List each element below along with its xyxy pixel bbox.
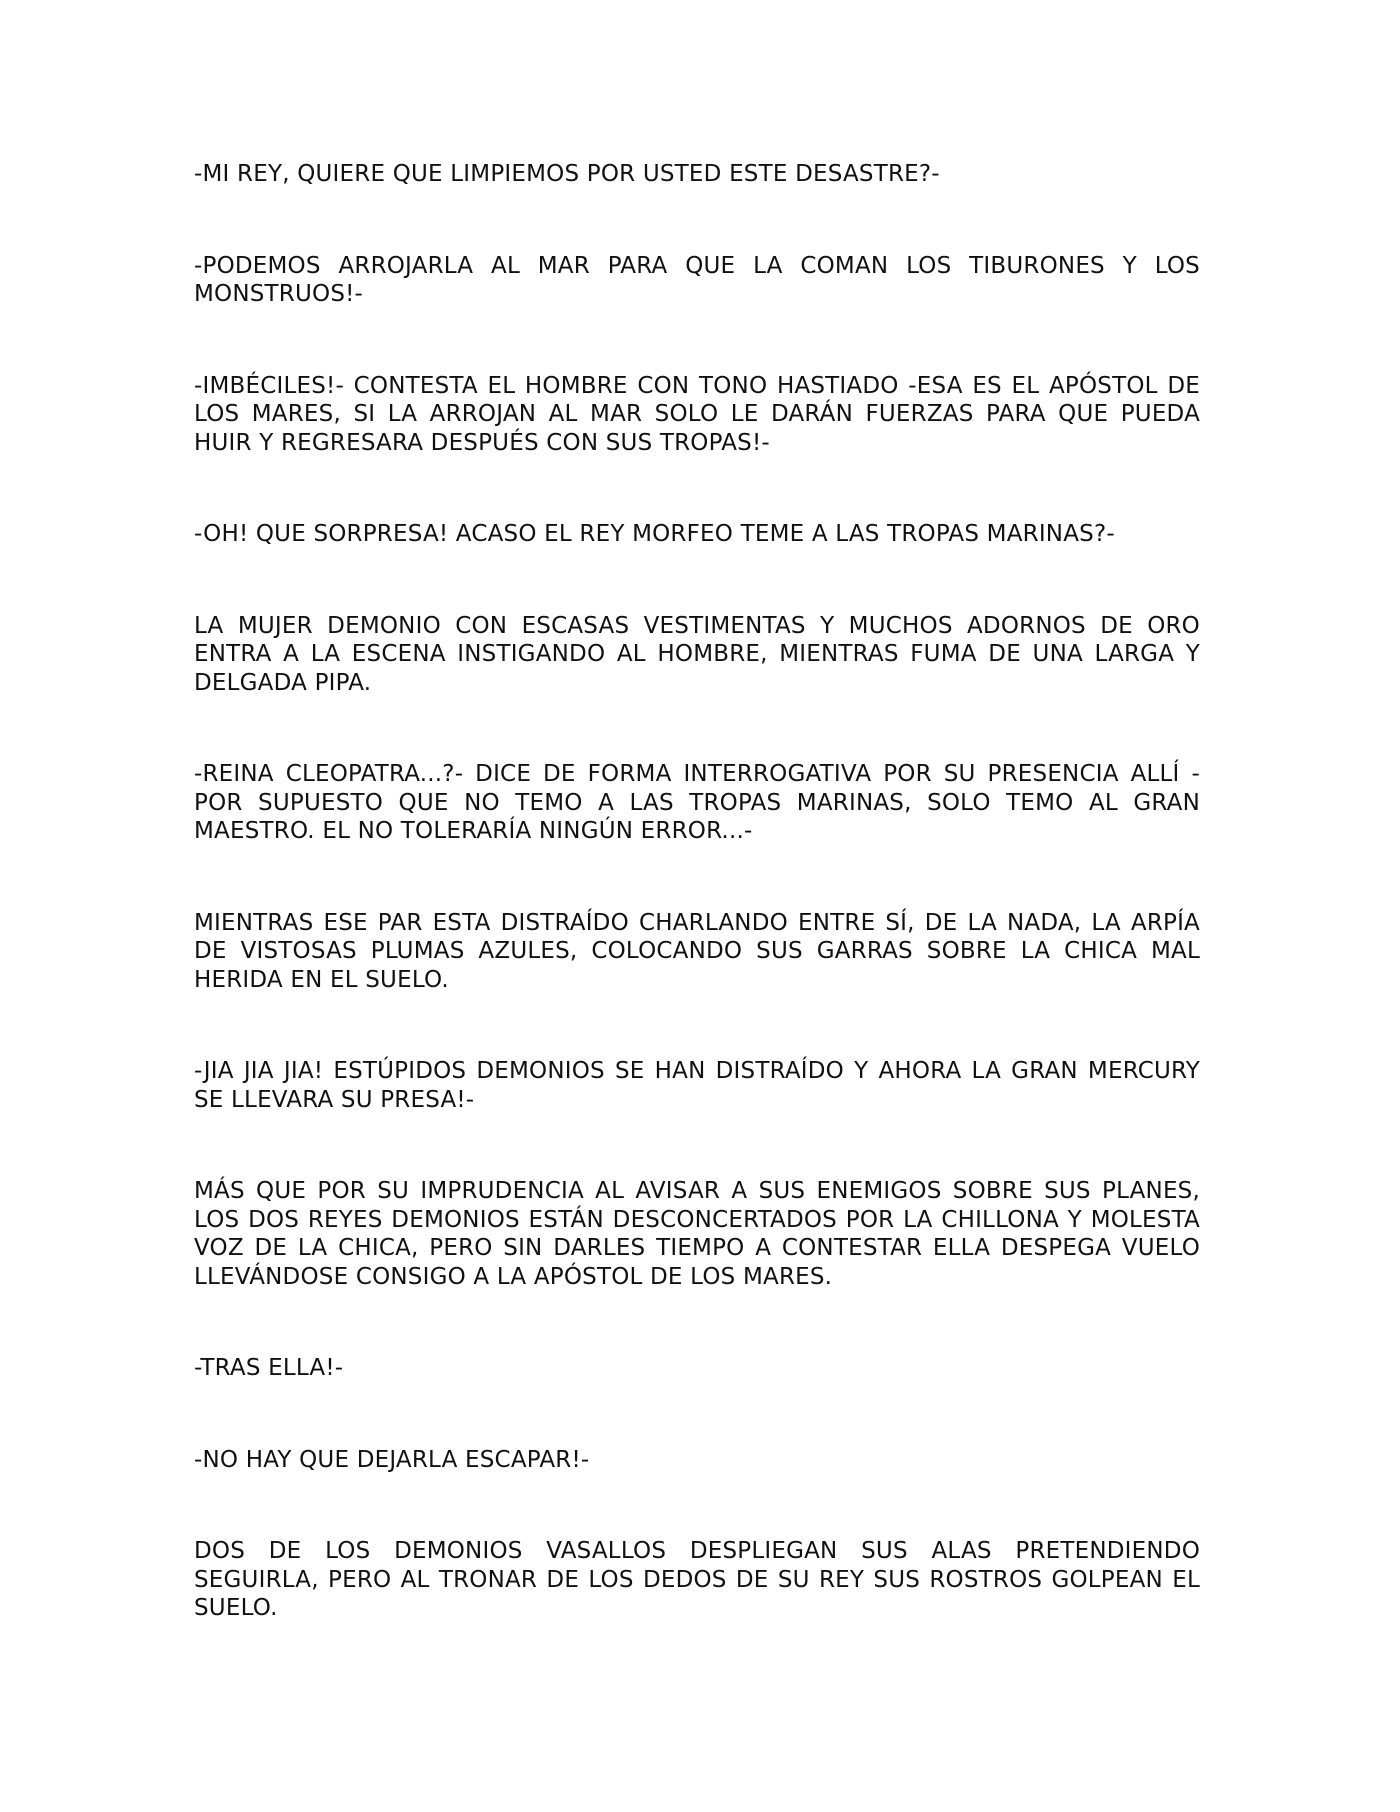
paragraph-1: -MI REY, QUIERE QUE LIMPIEMOS POR USTED ESTE DESASTRE?- [194, 161, 940, 187]
paragraph-10: -TRAS ELLA!- [194, 1355, 344, 1381]
paragraph-5: LA MUJER DEMONIO CON ESCASAS VESTIMENTAS Y MUCHOS ADORNOS DE ORO ENTRA A LA ESCENA INSTIGANDO AL HOMBRE, MIENTRAS FUMA DE UNA LARGA Y DELGADA PIPA. [194, 612, 1200, 696]
paragraph-3: -IMBÉCILES!- CONTESTA EL HOMBRE CON TONO HASTIADO -ESA ES EL APÓSTOL DE LOS MARES, SI LA ARROJAN AL MAR SOLO LE DARÁN FUERZAS PARA QUE PUEDA HUIR Y REGRESARA DESPUÉS CON SUS TROPAS!- [194, 372, 1200, 456]
paragraph-7: MIENTRAS ESE PAR ESTA DISTRAÍDO CHARLANDO ENTRE SÍ, DE LA NADA, LA ARPÍA DE VISTOSAS PLUMAS AZULES, COLOCANDO SUS GARRAS SOBRE LA CHICA MAL HERIDA EN EL SUELO. [194, 909, 1200, 993]
paragraph-9: MÁS QUE POR SU IMPRUDENCIA AL AVISAR A SUS ENEMIGOS SOBRE SUS PLANES, LOS DOS REYES DEMONIOS ESTÁN DESCONCERTADOS POR LA CHILLONA Y MOLESTA VOZ DE LA CHICA, PERO SIN DARLES TIEMPO A CONTESTAR ELLA DESPEGA VUELO LLEVÁNDOSE CONSIGO A LA APÓSTOL DE LOS MARES. [194, 1178, 1200, 1290]
paragraph-12: DOS DE LOS DEMONIOS VASALLOS DESPLIEGAN SUS ALAS PRETENDIENDO SEGUIRLA, PERO AL TRONAR DE LOS DEDOS DE SU REY SUS ROSTROS GOLPEAN EL SUELO. [194, 1538, 1200, 1621]
paragraph-4: -OH! QUE SORPRESA! ACASO EL REY MORFEO TEME A LAS TROPAS MARINAS?- [194, 521, 1115, 547]
paragraph-11: -NO HAY QUE DEJARLA ESCAPAR!- [194, 1446, 590, 1473]
paragraph-2: -PODEMOS ARROJARLA AL MAR PARA QUE LA COMAN LOS TIBURONES Y LOS MONSTRUOS!- [194, 252, 1200, 307]
paragraph-8: -JIA JIA JIA! ESTÚPIDOS DEMONIOS SE HAN DISTRAÍDO Y AHORA LA GRAN MERCURY SE LLEVARA SU PRESA!- [194, 1058, 1200, 1113]
paragraph-6: -REINA CLEOPATRA...?- DICE DE FORMA INTERROGATIVA POR SU PRESENCIA ALLÍ -POR SUPUESTO QUE NO TEMO A LAS TROPAS MARINAS, SOLO TEMO AL GRAN MAESTRO. EL NO TOLERARÍA NINGÚN ERROR...- [194, 761, 1200, 844]
text-column [194, 160, 1200, 1623]
